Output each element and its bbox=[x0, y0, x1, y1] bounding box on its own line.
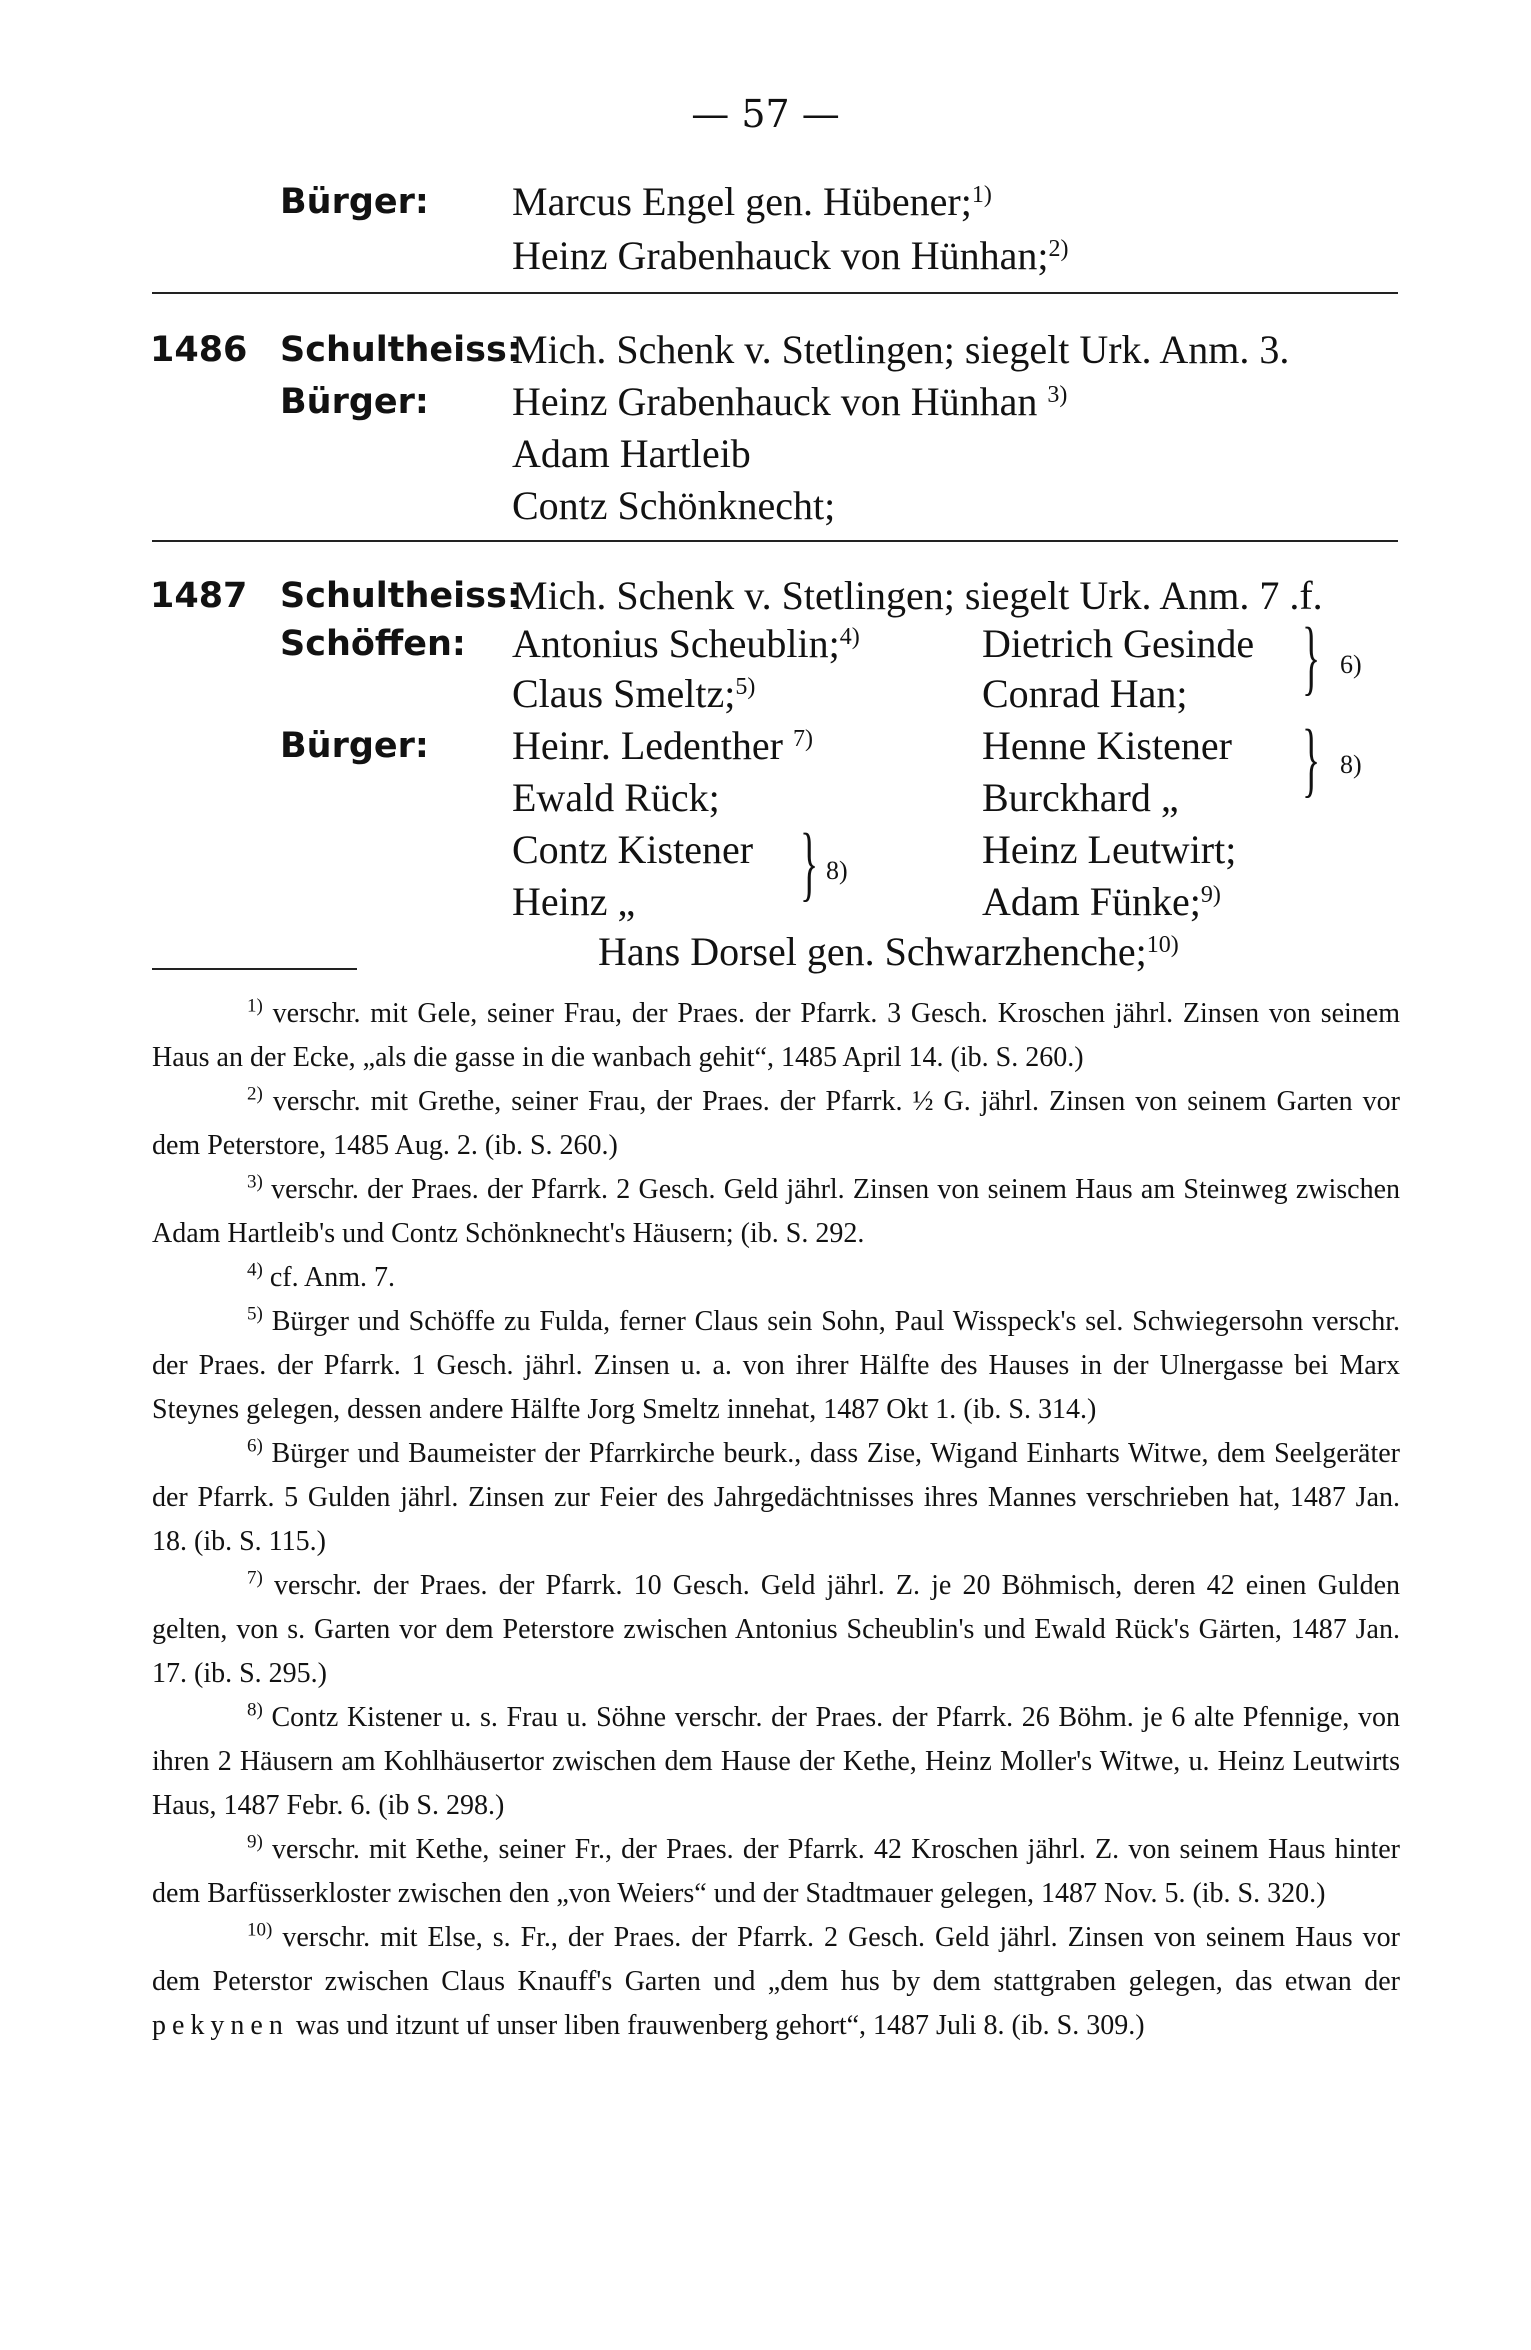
name-text-right: Dietrich Gesinde bbox=[982, 621, 1255, 666]
role-label: Bürger: bbox=[280, 382, 429, 422]
footnote-number: 7) bbox=[247, 1567, 263, 1589]
name-text: Ewald Rück; bbox=[512, 775, 720, 820]
footnote-ref[interactable]: 10) bbox=[1146, 931, 1179, 958]
role-label: Bürger: bbox=[280, 726, 429, 766]
footnote bbox=[152, 1300, 1400, 1432]
footnote-number: 9) bbox=[247, 1831, 263, 1853]
entry-line bbox=[0, 232, 1531, 284]
footnote bbox=[152, 1080, 1400, 1168]
name-text-right: Conrad Han; bbox=[982, 671, 1188, 716]
footnotes bbox=[152, 992, 1400, 2048]
page-number: — 57 — bbox=[691, 92, 840, 136]
footnote bbox=[152, 1168, 1400, 1256]
footnote bbox=[152, 1828, 1400, 1916]
entry-line bbox=[0, 878, 1531, 930]
footnote-number: 5) bbox=[247, 1303, 263, 1325]
footnote-number: 3) bbox=[247, 1171, 263, 1193]
footnote-number: 10) bbox=[247, 1919, 273, 1941]
footnote-text: verschr. mit Gele, seiner Frau, der Praes. der Pfarrk. 3 Gesch. Kroschen jährl. Zinsen von seinem Haus an der Ecke, „als die gasse in die wanbach gehit“, 1485 April 14. (ib. S. 260.) bbox=[152, 998, 1400, 1073]
entry-line bbox=[0, 430, 1531, 482]
role-label: Schultheiss: bbox=[280, 576, 521, 616]
footnote-text: Bürger und Schöffe zu Fulda, ferner Claus sein Sohn, Paul Wisspeck's sel. Schwiegersohn verschr. der Praes. der Pfarrk. 1 Gesch. jährl. Zinsen u. a. von ihrer Hälfte des Hauses in der Ulnergasse bei Marx Steynes gelegen, dessen andere Hälfte Jorg Smeltz innehat, 1487 Okt 1. (ib. S. 314.) bbox=[152, 1306, 1401, 1425]
footnote-ref[interactable]: 4) bbox=[839, 623, 860, 650]
name-text: Contz Schönknecht; bbox=[512, 483, 836, 528]
entry-line bbox=[0, 928, 1531, 980]
name-text: Adam Hartleib bbox=[512, 431, 751, 476]
role-label: Schultheiss: bbox=[280, 330, 521, 370]
footnote bbox=[152, 1432, 1400, 1564]
brace-footnote: 8) bbox=[826, 856, 848, 885]
name-text: Claus Smeltz;$^{5)}$ bbox=[512, 671, 756, 716]
footnote-text: cf. Anm. 7. bbox=[269, 1262, 396, 1293]
year-label: 1487 bbox=[150, 576, 248, 616]
name-text: Heinz Grabenhauck von Hünhan $^{3)}$ bbox=[512, 379, 1068, 424]
footnote bbox=[152, 1256, 1400, 1300]
name-text-right: Adam Fünke;$^{9)}$ bbox=[982, 879, 1221, 924]
brace-footnote: 6) bbox=[1340, 650, 1362, 679]
entry-line bbox=[0, 482, 1531, 534]
brace-mark: } bbox=[1302, 611, 1321, 704]
footnote-number: 4) bbox=[247, 1259, 263, 1281]
name-text: Marcus Engel gen. Hübener;$^{1)}$ bbox=[512, 179, 992, 224]
footnote-text: Bürger und Baumeister der Pfarrkirche beurk., dass Zise, Wigand Einharts Witwe, dem Seelgeräter der Pfarrk. 5 Gulden jährl. Zinsen zur Feier des Jahrgedächtnisses ihres Mannes verschrieben hat, 1487 Jan. 18. (ib. S. 115.) bbox=[152, 1438, 1401, 1557]
name-text-right: Henne Kistener bbox=[982, 723, 1232, 768]
footnote-text: verschr. der Praes. der Pfarrk. 10 Gesch. Geld jährl. Z. je 20 Böhmisch, deren 42 einen Gulden gelten, von s. Garten vor dem Peterstore zwischen Antonius Scheublin's und Ewald Rück's Gärten, 1487 Jan. 17. (ib. S. 295.) bbox=[152, 1570, 1400, 1689]
name-text-right: Burckhard „ bbox=[982, 775, 1179, 820]
role-label: Bürger: bbox=[280, 182, 429, 222]
footnote-separator bbox=[152, 968, 357, 970]
footnote-number: 2) bbox=[247, 1083, 263, 1105]
entry-line bbox=[0, 178, 1531, 230]
footnote-text: verschr. der Praes. der Pfarrk. 2 Gesch. Geld jährl. Zinsen von seinem Haus am Steinweg zwischen Adam Hartleib's und Contz Schönknecht's Häusern; (ib. S. 292. bbox=[152, 1174, 1400, 1249]
year-label: 1486 bbox=[150, 330, 248, 370]
entry-line bbox=[0, 826, 1531, 878]
footnote-text: was und itzunt uf unser liben frauwenberg gehort“, 1487 Juli 8. (ib. S. 309.) bbox=[295, 2010, 1145, 2041]
name-text: Hans Dorsel gen. Schwarzhenche;$^{10)}$ bbox=[598, 929, 1179, 974]
footnote-number: 6) bbox=[247, 1435, 263, 1457]
footnote bbox=[152, 1916, 1400, 2048]
footnote-ref[interactable]: 2) bbox=[1048, 235, 1069, 262]
footnote bbox=[152, 992, 1400, 1080]
footnote bbox=[152, 1564, 1400, 1696]
name-text: Mich. Schenk v. Stetlingen; siegelt Urk. Anm. 3. bbox=[512, 327, 1290, 372]
footnote-ref[interactable]: 9) bbox=[1200, 881, 1221, 908]
brace-mark: } bbox=[1302, 713, 1321, 806]
footnote-text: Contz Kistener u. s. Frau u. Söhne verschr. der Praes. der Pfarrk. 26 Böhm. je 6 alte Pfennige, von ihren 2 Häusern am Kohlhäusertor zwischen dem Hause der Kethe, Heinz Moller's Witwe, u. Heinz Leutwirts Haus, 1487 Febr. 6. (ib S. 298.) bbox=[152, 1702, 1401, 1821]
footnote-text: verschr. mit Grethe, seiner Frau, der Praes. der Pfarrk. ½ G. jährl. Zinsen von seinem Garten vor dem Peterstore, 1485 Aug. 2. (ib. S. 260.) bbox=[152, 1086, 1400, 1161]
footnote-ref[interactable]: 3) bbox=[1047, 381, 1068, 408]
entry-line bbox=[0, 326, 1531, 378]
footnote-text: verschr. mit Kethe, seiner Fr., der Praes. der Pfarrk. 42 Kroschen jährl. Z. von seinem Haus hinter dem Barfüsserkloster zwischen den „von Weiers“ und der Stadtmauer gelegen, 1487 Nov. 5. (ib. S. 320.) bbox=[152, 1834, 1400, 1909]
name-text: Heinz Grabenhauck von Hünhan;$^{2)}$ bbox=[512, 233, 1069, 278]
name-text: Mich. Schenk v. Stetlingen; siegelt Urk. Anm. 7 .f. bbox=[512, 573, 1323, 618]
footnote bbox=[152, 1696, 1400, 1828]
footnote-ref[interactable]: 7) bbox=[793, 725, 813, 752]
brace-footnote: 8) bbox=[1340, 750, 1362, 779]
footnote-number: 8) bbox=[247, 1699, 263, 1721]
name-text: Heinz „ bbox=[512, 879, 636, 924]
role-label: Schöffen: bbox=[280, 624, 466, 664]
entry-line bbox=[0, 378, 1531, 430]
name-text: Heinr. Ledenther $^{7)}$ bbox=[512, 723, 813, 768]
name-text: Contz Kistener bbox=[512, 827, 754, 872]
name-text: Antonius Scheublin;$^{4)}$ bbox=[512, 621, 860, 666]
footnote-text: verschr. mit Else, s. Fr., der Praes. der Pfarrk. 2 Gesch. Geld jährl. Zinsen von seinem Haus vor dem Peterstor zwischen Claus Knauff's Garten und „dem hus by dem stattgraben gelegen, das etwan der bbox=[152, 1922, 1401, 1997]
footnote-number: 1) bbox=[247, 995, 263, 1017]
brace-mark: } bbox=[800, 817, 819, 910]
footnote-ref[interactable]: 5) bbox=[735, 673, 756, 700]
footnote-spaced-word: pekynen bbox=[152, 2010, 289, 2041]
name-text-right: Heinz Leutwirt; bbox=[982, 827, 1237, 872]
divider-rule bbox=[152, 540, 1398, 542]
footnote-ref[interactable]: 1) bbox=[971, 181, 992, 208]
divider-rule bbox=[152, 292, 1398, 294]
